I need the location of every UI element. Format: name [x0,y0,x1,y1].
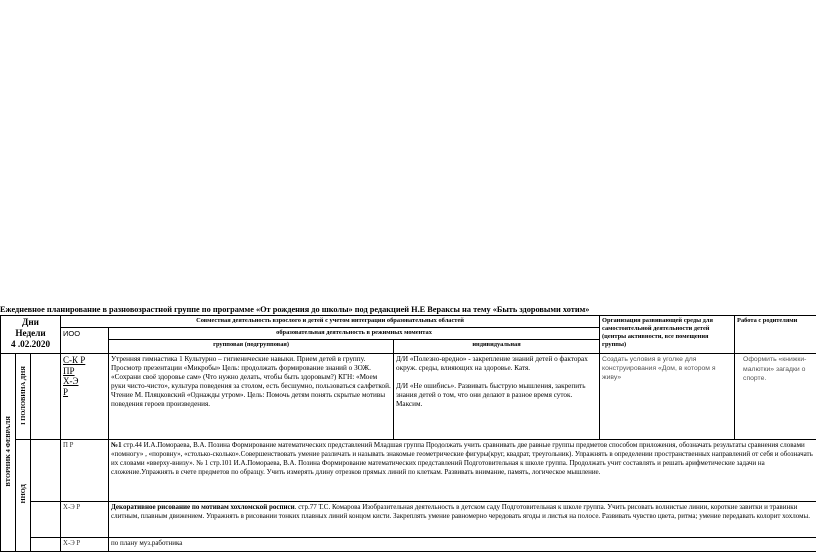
nnod-label: ННОД [19,484,27,504]
nnod-spacer [31,440,61,502]
individual-activity-cell [394,354,600,440]
date-label: 4 .02.2020 [10,339,51,349]
first-half-codes [61,354,109,440]
days-header-cell [1,316,61,354]
day-cell [1,354,16,552]
nnod-row-1-text [109,440,816,502]
nnod-row-1-code: П Р [61,440,109,502]
first-half-cell [16,354,31,440]
nnod-row-1-body: стр.44 И.А.Помораева, В.А. Позина Формирование математических представлений Младшая группа Продолжать учить сравнивать две равные группы предметов способом приложения, обозначать результаты сравнения словами «помногу» , «поровну», «столько-сколько».Совершенствовать умение различать и называть знакомые геометрические фигуры(круг, квадрат, треугольник). Упражнять в определении пространственных направлений от себя и обозначать их словами «вверху-внизу». № 1 стр.101 И.А.Помораева, В.А. Позина Формирование математических представлений Подготовительная к школе группа. Продолжать учит составлять и решать арифметические задачи на сложение.Упражнять в счете предметов по образцу. Учить измерять длину отрезков прямых линий по клеткам. Развивать внимание, память, логическое мышление. [111,441,813,476]
joint-activity-header: Совместная деятельность взрослого и детей с учетом интеграции образовательных областей [61,316,600,328]
day-label: ВТОРНИК 4 ФЕВРАЛЯ [4,415,12,487]
code-item: С-К Р [63,355,86,365]
days-label: Дни [22,317,39,327]
code-item: Х-Э [63,376,79,386]
nnod-row-2-lead: Декоративное рисование по мотивам хохломской росписи [111,503,295,511]
nnod-row-3-code: Х-Э Р [61,538,109,552]
first-half-label: I ПОЛОВИНА ДНЯ [19,365,27,425]
environment-header: Организация развивающей среды для самостоятельной деятельности детей (центры активности, все помещения группы) [600,316,735,354]
individual-activity-text-1: Д/И «Полезно-вредно» - закрепление знаний детей о факторах окруж. среды, влияющих на здоровье. Катя. [396,355,588,372]
nnod-row-1-lead: №1 [111,441,122,449]
first-half-spacer [31,354,61,440]
regime-moments-header: образовательная деятельность в режимных моментах [109,328,600,340]
ioo-header: ИОО [61,328,109,354]
nnod-row-3-body: по плану муз.работника [111,539,183,547]
nnod-spacer [31,502,61,538]
group-header: групповая (подгрупповая) [109,340,394,354]
nnod-row-2-body: . стр.77 Т.С. Комарова Изобразительная деятельность в детском саду Подготовительная к школе группа. Учить рисовать волнистые линии, короткие завитки и травинки слитным, плавным движением. Упражнять в рисовании тонких плавных линий концом кисти. Закреплять умение равномерно чередовать ягоды и листья на полосе. Развивать чувство цвета, ритма; умение передавать колорит хохломы. [111,503,810,520]
environment-text: Создать условия в уголке для конструирования «Дом, в котором я живу» [600,354,735,440]
nnod-row-2-code: Х-Э Р [61,502,109,538]
code-item: ПР [63,365,75,376]
parents-header: Работа с родителями [735,316,816,354]
code-item: Р [63,386,69,397]
group-activity-text: Утренняя гимнастика 1 Культурно – гигиенические навыки. Прием детей в группу. Просмотр презентации «Микробы» Цель: продолжать формирование знаний о ЗОЖ. «Сохрани своё здоровье сам» (Что нужно делать, чтобы быть здоровым?) КГН: «Моем руки чисто-чисто», культура поведения за столом, есть бесшумно, пользоваться салфеткой. Чтение М. Пляцковский «Однажды утром». Цель: Помочь детям понять скрытые мотивы поведения героев произведения. [109,354,394,440]
individual-header: индивидуальная [394,340,600,354]
plan-title: Ежедневное планирование в разновозрастной группе по программе «От рождения до школы» под редакцией Н.Е Вераксы на тему «Быть здоровыми хотим» [0,305,590,314]
nnod-row-3-text [109,538,816,552]
daily-plan-table [0,315,816,552]
nnod-cell [16,440,31,552]
nnod-row-2-text [109,502,816,538]
parents-text: Оформить «книжки-малютки» загадки о спорте. [735,354,816,440]
individual-activity-text-2: Д/И «Не ошибись». Развивать быструю мышления, закрепить знания детей о том, что они делают в разное время суток. Максим. [396,382,586,408]
nnod-spacer [31,538,61,552]
weeks-label: Недели [15,328,46,338]
